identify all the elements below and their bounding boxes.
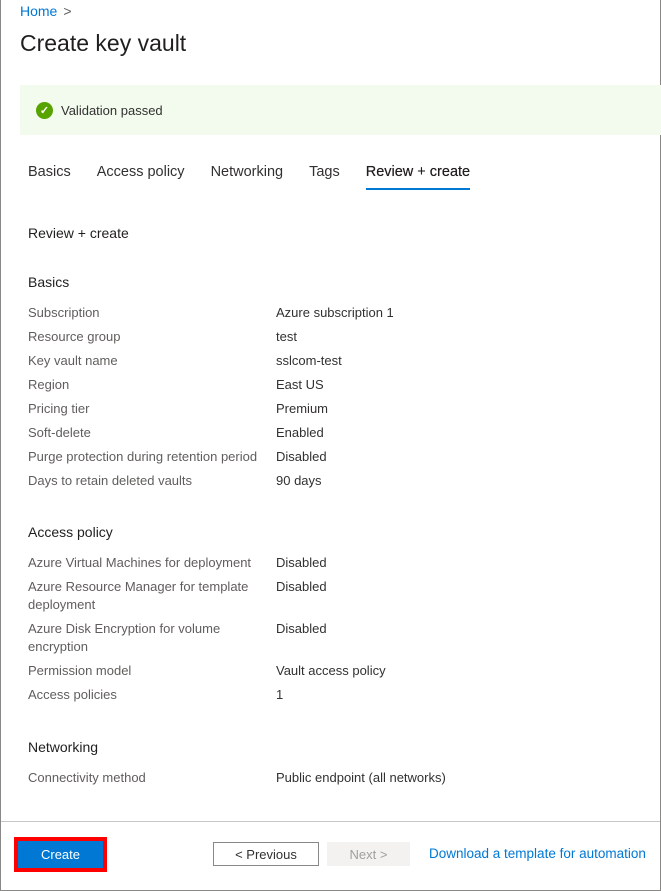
row-label: Key vault name [28,353,118,368]
row-value: East US [276,377,324,392]
row-value: Disabled [276,579,327,594]
row-value: Azure subscription 1 [276,305,394,320]
row-label: Azure Virtual Machines for deployment [28,555,252,570]
check-circle-icon: ✓ [36,102,53,119]
next-button: Next > [327,842,410,866]
row-value: Public endpoint (all networks) [276,770,446,785]
breadcrumb [20,3,72,19]
row-label: Region [28,377,70,392]
row-label: Pricing tier [28,401,90,416]
tab-access-policy[interactable]: Access policy [96,164,185,180]
row-value: 90 days [276,473,322,488]
tab-bar [28,164,496,190]
row-label: Subscription [28,305,100,320]
row-label: Resource group [28,329,121,344]
create-button[interactable]: Create [18,841,103,868]
row-value: Premium [276,401,329,416]
row-label: Connectivity method [28,770,146,785]
networking-heading: Networking [28,739,99,755]
row-value: Vault access policy [276,663,386,678]
tab-basics[interactable]: Basics [28,164,71,180]
tab-review-create[interactable]: Review + create [366,164,470,190]
download-template-link[interactable]: Download a template for automation [429,846,646,861]
row-value: Disabled [276,621,327,636]
row-value: 1 [276,687,284,702]
row-value: sslcom-test [276,353,342,368]
section-heading: Review + create [28,225,129,241]
access-heading: Access policy [28,524,113,540]
footer-divider [1,821,660,822]
row-label: Permission model [28,663,132,678]
page-title: Create key vault [20,30,187,56]
row-label: Purge protection during retention period [28,449,258,464]
row-label: Days to retain deleted vaults [28,473,193,488]
validation-text: Validation passed [61,102,163,118]
tab-tags[interactable]: Tags [309,164,340,180]
row-value: test [276,329,297,344]
row-label: Soft-delete [28,425,91,440]
row-value: Enabled [276,425,324,440]
previous-button[interactable]: < Previous [213,842,319,866]
row-label: Azure Resource Manager for template deployment [28,579,249,612]
validation-banner [20,85,661,135]
row-value: Disabled [276,555,327,570]
breadcrumb-separator: > [63,3,72,19]
row-label: Azure Disk Encryption for volume encryption [28,621,221,654]
row-value: Disabled [276,449,327,464]
tab-networking[interactable]: Networking [210,164,284,180]
basics-heading: Basics [28,274,70,290]
row-label: Access policies [28,687,117,702]
breadcrumb-home[interactable]: Home [20,3,58,19]
